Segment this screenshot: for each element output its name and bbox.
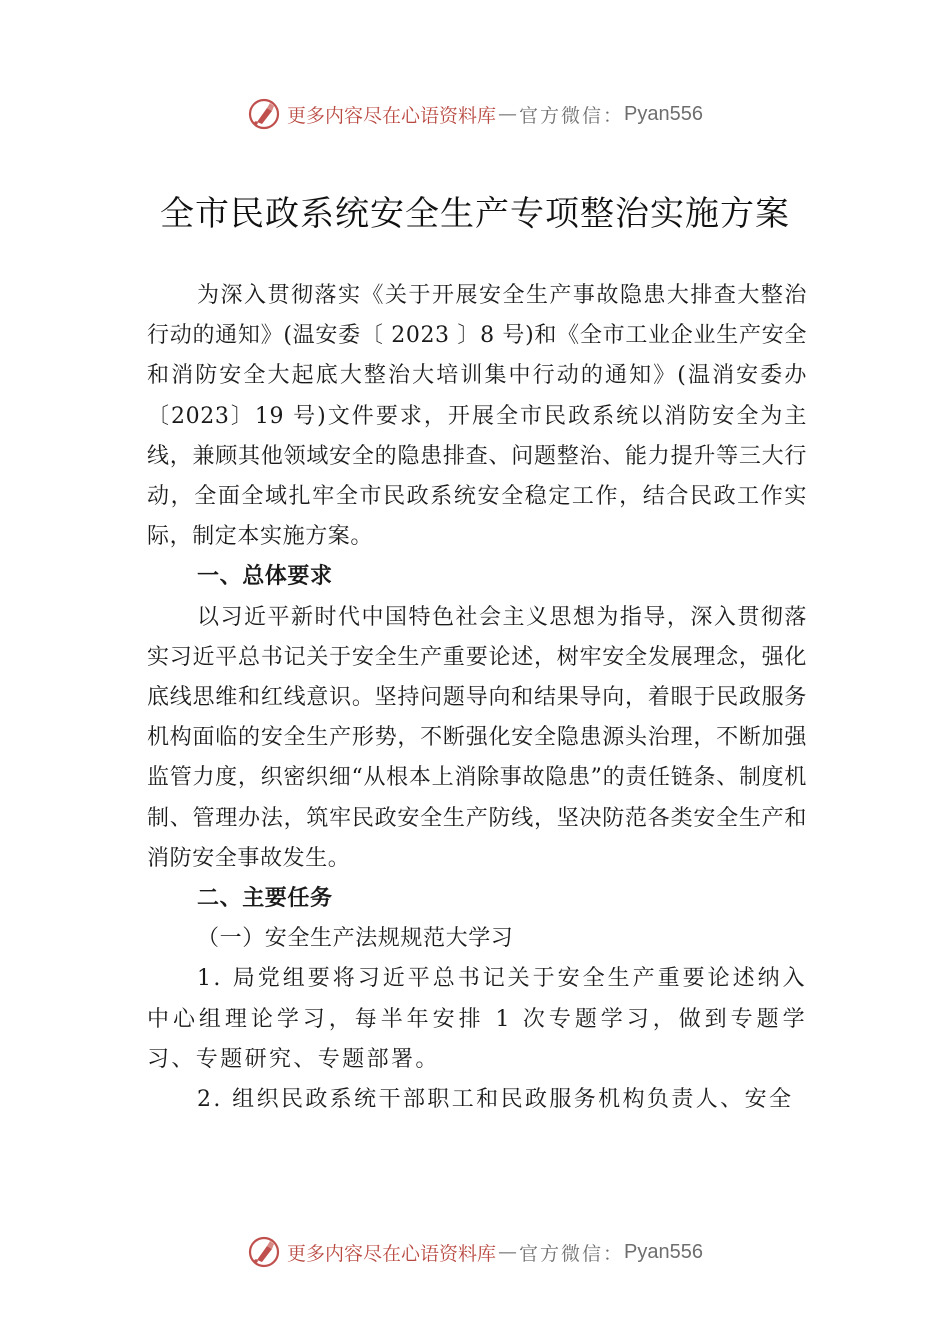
watermark-header — [0, 94, 950, 134]
task-item-1: 1. 局党组要将习近平总书记关于安全生产重要论述纳入中心组理论学习，每半年安排 1 次专题学习，做到专题学习、专题研究、专题部署。 — [147, 966, 807, 1072]
watermark-separator: — — [498, 103, 518, 125]
pen-nib-logo-icon — [247, 97, 281, 131]
watermark-separator: — — [498, 1241, 518, 1263]
watermark-wechat-id: Pyan556 — [624, 1240, 703, 1263]
pen-nib-logo-icon — [247, 1235, 281, 1269]
watermark-site-name: 更多内容尽在心语资料库 — [287, 1242, 497, 1265]
watermark-wechat-id: Pyan556 — [624, 102, 703, 125]
document-body — [147, 276, 807, 1120]
task-item-2: 2. 组织民政系统干部职工和民政服务机构负责人、安全 — [197, 1087, 794, 1113]
watermark-wechat-label: 官方微信： — [519, 1242, 625, 1265]
section-heading-general-requirements: 一、总体要求 — [197, 564, 333, 590]
intro-paragraph: 为深入贯彻落实《关于开展安全生产事故隐患大排查大整治行动的通知》(温安委〔 2023 〕8 号)和《全市工业企业生产安全和消防安全大起底大整治大培训集中行动的通知》(温消安委办〔2023〕19 号)文件要求，开展全市民政系统以消防安全为主线，兼顾其他领域安全的隐患排查、问题整治、能力提升等三大行动，全面全域扎牢全市民政系统安全稳定工作，结合民政工作实际，制定本实施方案。 — [147, 283, 807, 550]
document-title: 全市民政系统安全生产专项整治实施方案 — [160, 194, 790, 234]
watermark-footer — [0, 1232, 950, 1272]
subsection-heading-regulation-study: （一）安全生产法规规范大学习 — [197, 926, 514, 952]
watermark-wechat-label: 官方微信： — [519, 104, 625, 127]
section-heading-main-tasks: 二、主要任务 — [197, 886, 333, 912]
general-requirements-paragraph: 以习近平新时代中国特色社会主义思想为指导，深入贯彻落实习近平总书记关于安全生产重要论述，树牢安全发展理念，强化底线思维和红线意识。坚持问题导向和结果导向，着眼于民政服务机构面临的安全生产形势，不断强化安全隐患源头治理，不断加强监管力度，织密织细“从根本上消除事故隐患”的责任链条、制度机制、管理办法，筑牢民政安全生产防线，坚决防范各类安全生产和消防安全事故发生。 — [147, 604, 807, 871]
watermark-site-name: 更多内容尽在心语资料库 — [287, 104, 497, 127]
